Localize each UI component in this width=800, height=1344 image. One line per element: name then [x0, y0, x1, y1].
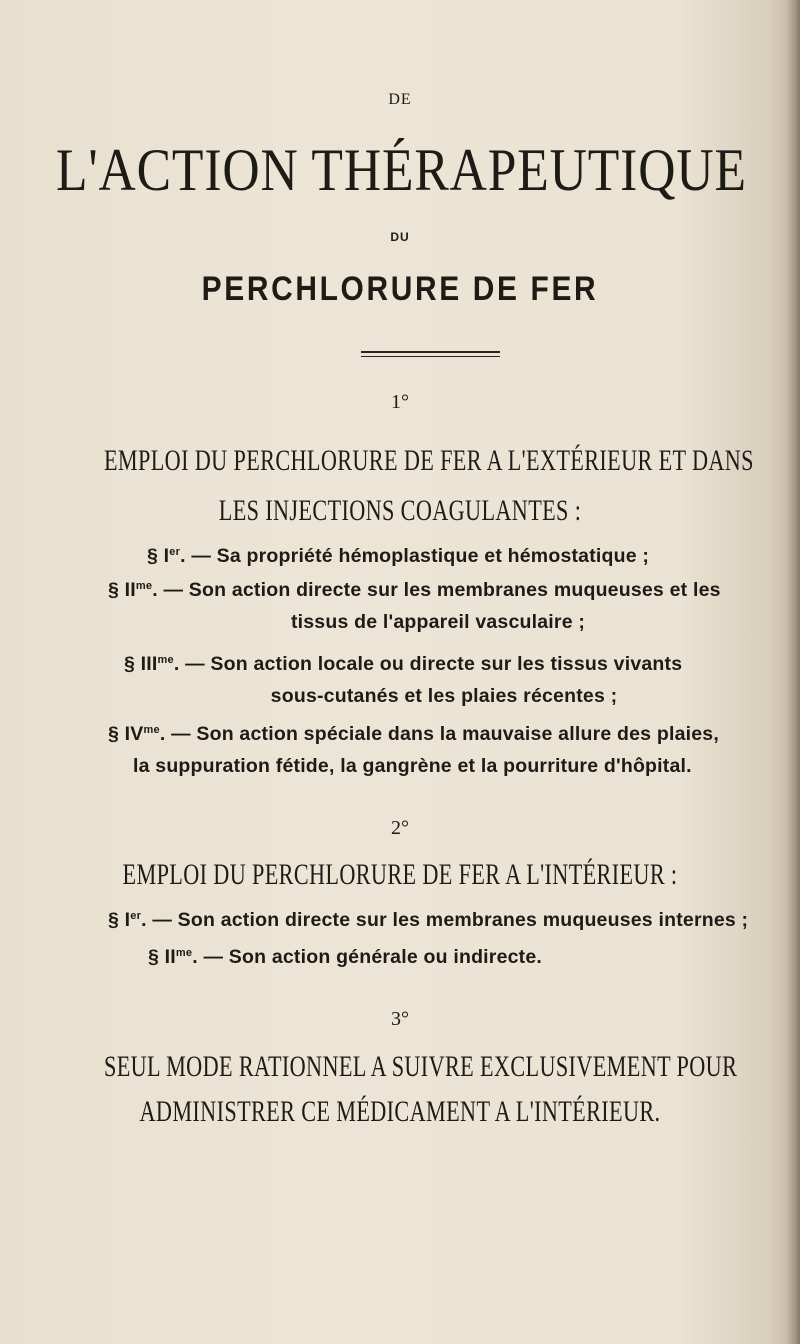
section-1-heading-line-1: EMPLOI DU PERCHLORURE DE FER A L'EXTÉRIEUR ET DANS: [104, 444, 754, 477]
main-title: L'ACTION THÉRAPEUTIQUE: [56, 137, 747, 203]
title-rule-top: [361, 351, 500, 353]
paragraph-mark-sup: me: [157, 654, 174, 666]
title-rule-bottom: [361, 356, 500, 357]
section-1-paragraph-2: § $II^{me}$. — Son action directe sur les membranes muqueuses et les tissus de l'appareil vasculaire ;: [108, 574, 768, 638]
paragraph-mark: § I: [108, 909, 131, 931]
paragraph-mark: § I: [147, 545, 170, 567]
paragraph-text: — Son action directe sur les membranes muqueuses internes ;: [152, 909, 749, 931]
section-2-numeral: 2°: [391, 817, 409, 839]
subtitle: PERCHLORURE DE FER: [201, 270, 599, 308]
section-1-heading-line-2: LES INJECTIONS COAGULANTES :: [218, 494, 582, 527]
paragraph-text: — Son action directe sur les membranes muqueuses et les: [163, 579, 721, 601]
paragraph-mark-sup: er: [169, 546, 181, 558]
page-edge-shadow: [786, 0, 800, 1344]
section-1-paragraph-4: § $IV^{me}$. — Son action spéciale dans la mauvaise allure des plaies, la suppuration fétide, la gangrène et la pourriture d'hôpital.: [108, 723, 719, 777]
section-3-heading-line-1: SEUL MODE RATIONNEL A SUIVRE EXCLUSIVEMENT POUR: [104, 1050, 738, 1083]
paragraph-text: — Son action spéciale dans la mauvaise allure des plaies,: [171, 723, 719, 745]
section-1-paragraph-1: § Ier. — Sa propriété hémoplastique et hémostatique ;: [147, 545, 650, 567]
paragraph-text: — Son action locale ou directe sur les tissus vivants: [185, 653, 683, 675]
paragraph-mark: § II: [108, 579, 136, 601]
paragraph-mark-sup: me: [143, 724, 160, 736]
paragraph-mark-sup: er: [130, 910, 142, 922]
section-2-heading: EMPLOI DU PERCHLORURE DE FER A L'INTÉRIEUR :: [122, 858, 678, 891]
paragraph-mark: § IV: [108, 723, 144, 745]
section-1-paragraph-3: § $III^{me}$. — Son action locale ou directe sur les tissus vivants sous-cutanés et les plaies récentes ;: [124, 648, 764, 712]
section-2-paragraph-1: § Ier. — Son action directe sur les membranes muqueuses internes ;: [108, 909, 749, 931]
section-3-numeral: 3°: [391, 1008, 409, 1030]
section-3-heading-line-2: ADMINISTRER CE MÉDICAMENT A L'INTÉRIEUR.: [139, 1095, 661, 1128]
paragraph-text: — Sa propriété hémoplastique et hémostatique ;: [191, 545, 650, 567]
paragraph-mark: § III: [124, 653, 158, 675]
paragraph-mark-sup: me: [135, 580, 153, 592]
paragraph-mark-sup: me: [175, 947, 193, 959]
title-prefix: DE: [388, 91, 412, 108]
section-1-numeral: 1°: [391, 391, 409, 413]
paragraph-text: — Son action générale ou indirecte.: [203, 946, 543, 968]
paragraph-text-continued: la suppuration fétide, la gangrène et la pourriture d'hôpital.: [133, 755, 692, 777]
section-2-paragraph-2: § $II^{me}$. — Son action générale ou indirecte.: [148, 946, 543, 968]
paragraph-text-continued: sous-cutanés et les plaies récentes ;: [270, 685, 618, 707]
paragraph-mark: § II: [148, 946, 176, 968]
paragraph-text-continued: tissus de l'appareil vasculaire ;: [290, 611, 586, 633]
title-connector: DU: [390, 230, 410, 244]
